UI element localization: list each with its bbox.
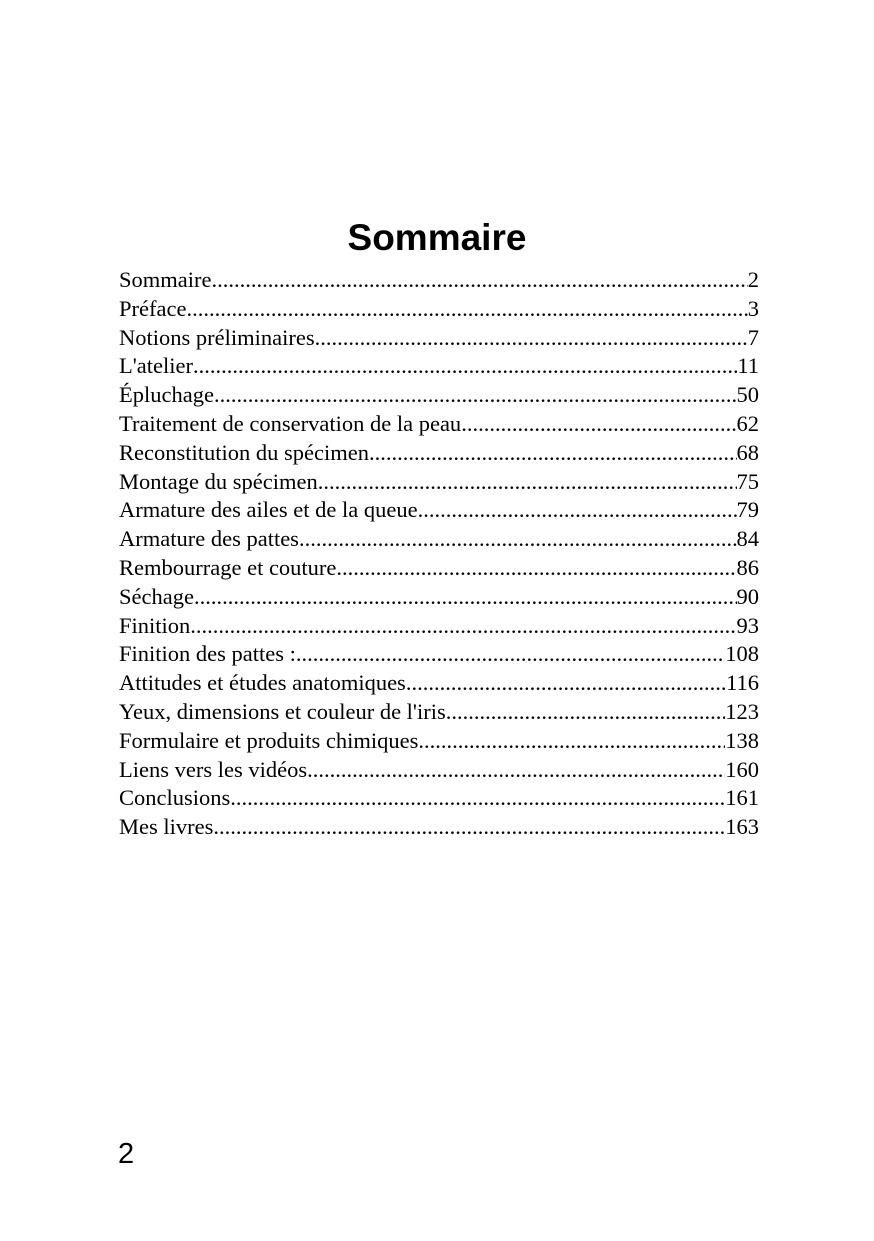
toc-entry-page: 79 [736,497,759,523]
toc-dot-leader [213,813,725,842]
toc-entry[interactable] [119,698,759,727]
toc-entry[interactable] [119,640,759,669]
toc-entry-page: 161 [725,785,759,811]
toc-entry-label: Armature des pattes [119,526,299,552]
toc-entry[interactable] [119,266,759,295]
toc-dot-leader [418,727,725,756]
toc-entry-label: Armature des ailes et de la queue [119,497,418,523]
toc-entry-page: 163 [725,814,759,840]
toc-entry[interactable] [119,669,759,698]
toc-entry-label: Rembourrage et couture [119,554,337,580]
toc-dot-leader [214,381,737,410]
toc-dot-leader [190,612,736,641]
toc-dot-leader [446,698,726,727]
toc-entry-page: 68 [736,439,759,465]
toc-dot-leader [211,266,747,295]
toc-entry[interactable] [119,352,759,381]
toc-entry-label: Finition [119,612,191,638]
toc-entry[interactable] [119,756,759,785]
toc-entry[interactable] [119,381,759,410]
page-title: Sommaire [347,217,527,258]
toc-entry-page: 86 [736,554,759,580]
page-number: 2 [118,1138,135,1170]
toc-dot-leader [461,410,736,439]
toc-entry[interactable] [119,813,759,842]
toc-entry-page: 3 [747,295,759,321]
toc-entry[interactable] [119,583,759,612]
toc-entry-label: Montage du spécimen [119,468,318,494]
toc-dot-leader [318,468,737,497]
toc-entry-page: 93 [736,612,759,638]
toc-entry-label: L'atelier [119,353,194,379]
toc-dot-leader [299,525,737,554]
toc-entry-page: 108 [725,641,759,667]
toc-dot-leader [296,640,725,669]
toc-entry-page: 75 [736,468,759,494]
toc-entry-label: Yeux, dimensions et couleur de l'iris [119,698,446,724]
toc-dot-leader [194,583,737,612]
toc-entry-label: Conclusions [119,785,231,811]
toc-entry[interactable] [119,784,759,813]
toc-dot-leader [418,496,737,525]
toc-entry-page: 2 [747,267,759,292]
toc-dot-leader [406,669,726,698]
toc-entry-label: Liens vers les vidéos [119,756,308,782]
toc-dot-leader [369,439,737,468]
toc-entry-label: Épluchage [119,382,214,408]
toc-entry[interactable] [119,525,759,554]
toc-entry[interactable] [119,554,759,583]
toc-entry[interactable] [119,496,759,525]
toc-entry-label: Notions préliminaires [119,324,315,350]
toc-entry-label: Séchage [119,583,194,609]
toc-entry-page: 62 [736,410,759,436]
toc-dot-leader [186,295,747,324]
toc-entry-page: 50 [736,382,759,408]
toc-dot-leader [230,784,725,813]
toc-entry[interactable] [119,295,759,324]
toc-entry[interactable] [119,324,759,353]
toc-entry-label: Attitudes et études anatomiques [119,670,406,696]
toc-entry-label: Reconstitution du spécimen [119,439,369,465]
toc-entry[interactable] [119,439,759,468]
toc-entry[interactable] [119,727,759,756]
toc-entry-page: 84 [736,526,759,552]
toc-dot-leader [193,352,737,381]
toc-dot-leader [307,756,725,785]
toc-entry[interactable] [119,468,759,497]
toc-entry-page: 160 [725,756,759,782]
toc-dot-leader [336,554,736,583]
toc-entry-page: 90 [736,583,759,609]
toc-entry-page: 7 [747,324,759,350]
toc-entry-page: 123 [725,698,759,724]
table-of-contents [119,266,759,842]
toc-entry-label: Finition des pattes : [119,641,296,667]
toc-entry[interactable] [119,612,759,641]
toc-entry-label: Préface [119,295,187,321]
toc-entry-label: Traitement de conservation de la peau [119,410,462,436]
toc-dot-leader [315,324,748,353]
toc-entry-label: Formulaire et produits chimiques [119,727,419,753]
toc-entry-label: Mes livres [119,814,214,840]
toc-entry-page: 11 [737,353,759,379]
toc-entry-page: 116 [726,670,759,696]
toc-entry-label: Sommaire [119,267,212,292]
toc-entry-page: 138 [725,727,759,753]
toc-entry[interactable] [119,410,759,439]
